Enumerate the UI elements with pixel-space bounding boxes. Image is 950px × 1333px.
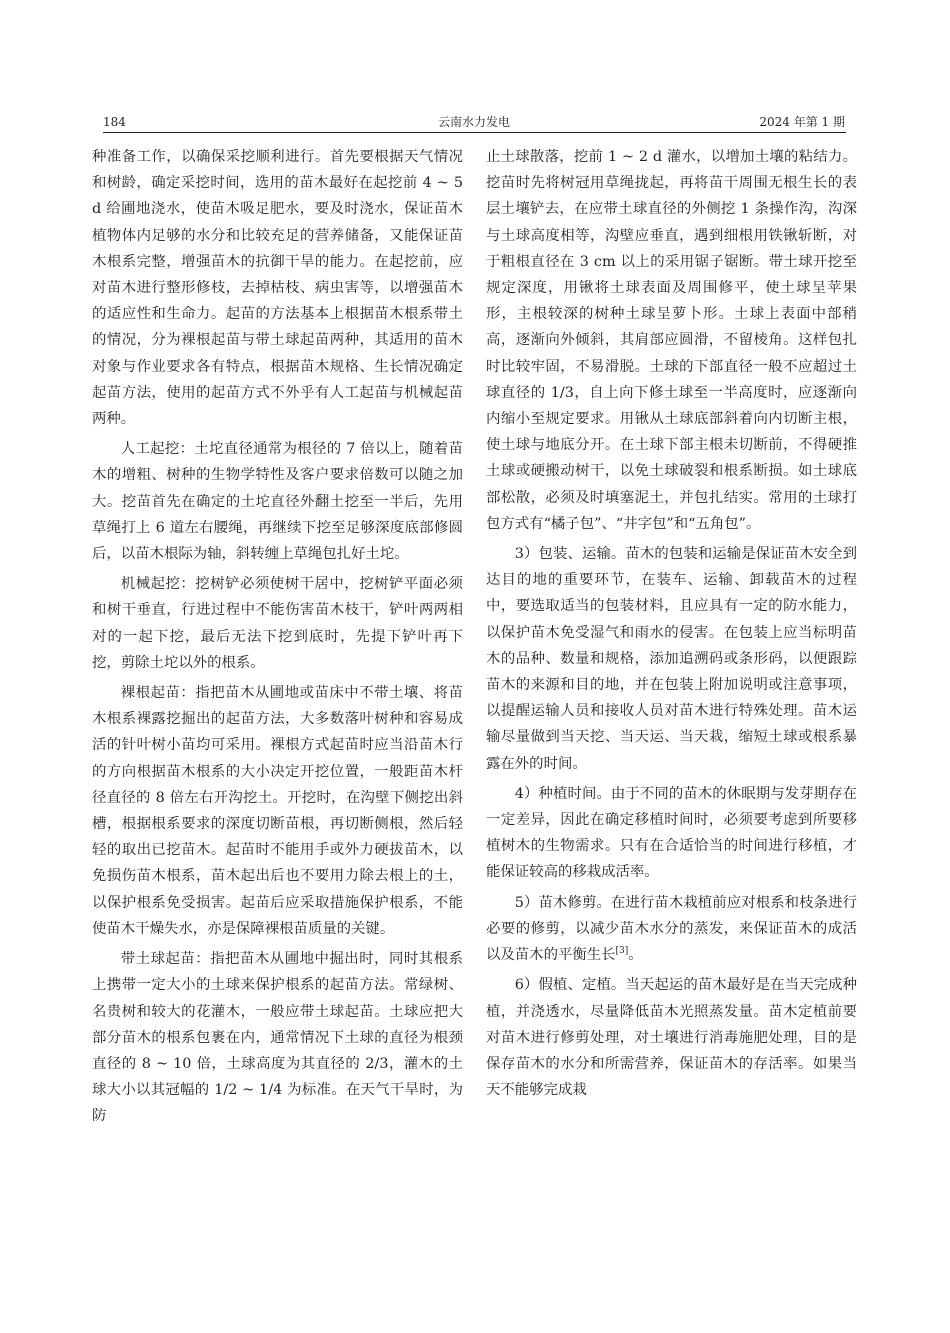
paragraph-planting-time: 4）种植时间。由于不同的苗木的休眠期与发芽期存在一定差异，因此在确定移植时间时，必须要考虑到所要移植树木的生物需求。只有在合适恰当的时间进行移植，才能保证较高的移栽成活率。 [486, 785, 857, 881]
right-column [486, 144, 857, 1324]
paragraph-bare-root: 裸根起苗：指把苗木从圃地或苗床中不带土壤、将苗木根系裸露挖掘出的起苗方法，大多数落叶树种和容易成活的针叶树小苗均可采用。裸根方式起苗时应当沿苗木行的方向根据苗木根系的大小决定开挖位置，一般距苗木杆径直径的 8 倍左右开沟挖土。开挖时，在沟壁下侧挖出斜槽，根据根系要求的深度切断苗根，再切断侧根，然后轻轻的取出已挖苗木。起苗时不能用手或外力硬拔苗木，以免损伤苗木根系，苗木起出后也不要用力除去根上的土，以保护根系免受损害。起苗后应采取措施保护根系，不能使苗木干燥失水，亦是保障裸根苗质量的关键。 [92, 685, 463, 937]
running-header [103, 113, 845, 131]
paragraph-pruning [486, 890, 857, 969]
paragraph-heeling-in: 6）假植、定植。当天起运的苗木最好是在当天完成种植，并浇透水，尽量降低苗木光照蒸发量。苗木定植前要对苗木进行修剪处理，对土壤进行消毒施肥处理，目的是保存苗木的水分和所需营养，保证苗木的存活率。如果当天不能够完成栽 [486, 977, 857, 1099]
header-rule [103, 132, 846, 133]
paragraph-continuation: 种准备工作，以确保采挖顺利进行。首先要根据天气情况和树龄，确定采挖时间，选用的苗木最好在起挖前 4 ~ 5 d 给圃地浇水，使苗木吸足肥水，要及时浇水，保证苗木植物体内足够的水分和比较充足的营养储备，又能保证苗木根系完整，增强苗木的抗御干旱的能力。在起挖前，应对苗木进行整形修枝，去掉枯枝、病虫害等，以增强苗木的适应性和生命力。起苗的方法基本上根据苗木根系带土的情况，分为裸根起苗与带土球起苗两种，其适用的苗木对象与作业要求各有特点，根据苗木规格、生长情况确定起苗方法，使用的起苗方式不外乎有人工起苗与机械起苗两种。 [92, 149, 463, 428]
paragraph-mechanical-digging: 机械起挖：挖树铲必须使树干居中，挖树铲平面必须和树干垂直，行进过程中不能伤害苗木枝干，铲叶两两相对的一起下挖，最后无法下挖到底时，先提下铲叶再下挖，剪除土坨以外的根系。 [92, 576, 463, 671]
citation-ref[interactable]: [3] [615, 946, 629, 957]
pruning-tail: 。 [628, 947, 643, 964]
pruning-text: 5）苗木修剪。在进行苗木栽植前应对根系和枝条进行必要的修剪，以减少苗木水分的蒸发，来保证苗木的成活以及苗木的平衡生长 [486, 894, 857, 964]
paragraph-packaging-transport: 3）包装、运输。苗木的包装和运输是保证苗木安全到达目的地的重要环节，在装车、运输、卸载苗木的过程中，要选取适当的包装材料，且应具有一定的防水能力，以保护苗木免受湿气和雨水的侵害。在包装上应当标明苗木的品种、数量和规格，添加追溯码或条形码，以便跟踪苗木的来源和目的地，并在包装上附加说明或注意事项，以提醒运输人员和接收人员对苗木进行特殊处理。苗木运输尽量做到当天挖、当天运、当天栽，缩短土球或根系暴露在外的时间。 [486, 546, 857, 772]
paragraph-root-ball: 带土球起苗：指把苗木从圃地中掘出时，同时其根系上携带一定大小的土球来保护根系的起苗方法。常绿树、名贵树和较大的花灌木，一般应带土球起苗。土球应把大部分苗木的根系包裹在内，通常情况下土球的直径为根颈直径的 8 ~ 10 倍，土球高度为其直径的 2/3，灌木的土球大小以其冠幅的 1/2 ~ 1/4 为标准。在天气干旱时，为防 [92, 951, 463, 1125]
paragraph-manual-digging: 人工起挖：土坨直径通常为根径的 7 倍以上，随着苗木的增粗、树种的生物学特性及客户要求倍数可以随之加大。挖苗首先在确定的土坨直径外翻土挖至一半后，先用草绳打上 6 道左右腰绳，再继续下挖至足够深度底部修圆后，以苗木根际为轴，斜转缠上草绳包扎好土坨。 [92, 441, 463, 563]
paragraph-root-ball-continued: 止土球散落，挖前 1 ~ 2 d 灌水，以增加土壤的粘结力。挖苗时先将树冠用草绳拢起，再将苗干周围无根生长的表层土壤铲去，在应带土球直径的外侧挖 1 条操作沟，沟深与土球高度相等，沟壁应垂直，遇到细根用铁锹斩断，对于粗根直径在 3 cm 以上的采用锯子锯断。带土球开挖至规定深度，用锹将土球表面及周围修平，使土球呈苹果形，主根较深的树种土球呈萝卜形。土球上表面中部稍高，逐渐向外倾斜，其肩部应圆滑，不留棱角。这样包扎时比较牢固，不易滑脱。土球的下部直径一般不应超过土球直径的 1/3，自上向下修土球至一半高度时，应逐渐向内缩小至规定要求。用锹从土球底部斜着向内切断主根，使土球与地底分开。在土球下部主根未切断前，不得硬推土球或硬搬动树干，以免土球破裂和根系断损。如土球底部松散，必须及时填塞泥土，并包扎结实。常用的土球打包方式有“橘子包”、“井字包”和“五角包”。 [486, 149, 857, 532]
journal-title: 云南水力发电 [437, 115, 510, 129]
issue-label: 2024 年第 1 期 [759, 115, 845, 129]
page-number: 184 [103, 115, 126, 129]
left-column [92, 144, 463, 1324]
